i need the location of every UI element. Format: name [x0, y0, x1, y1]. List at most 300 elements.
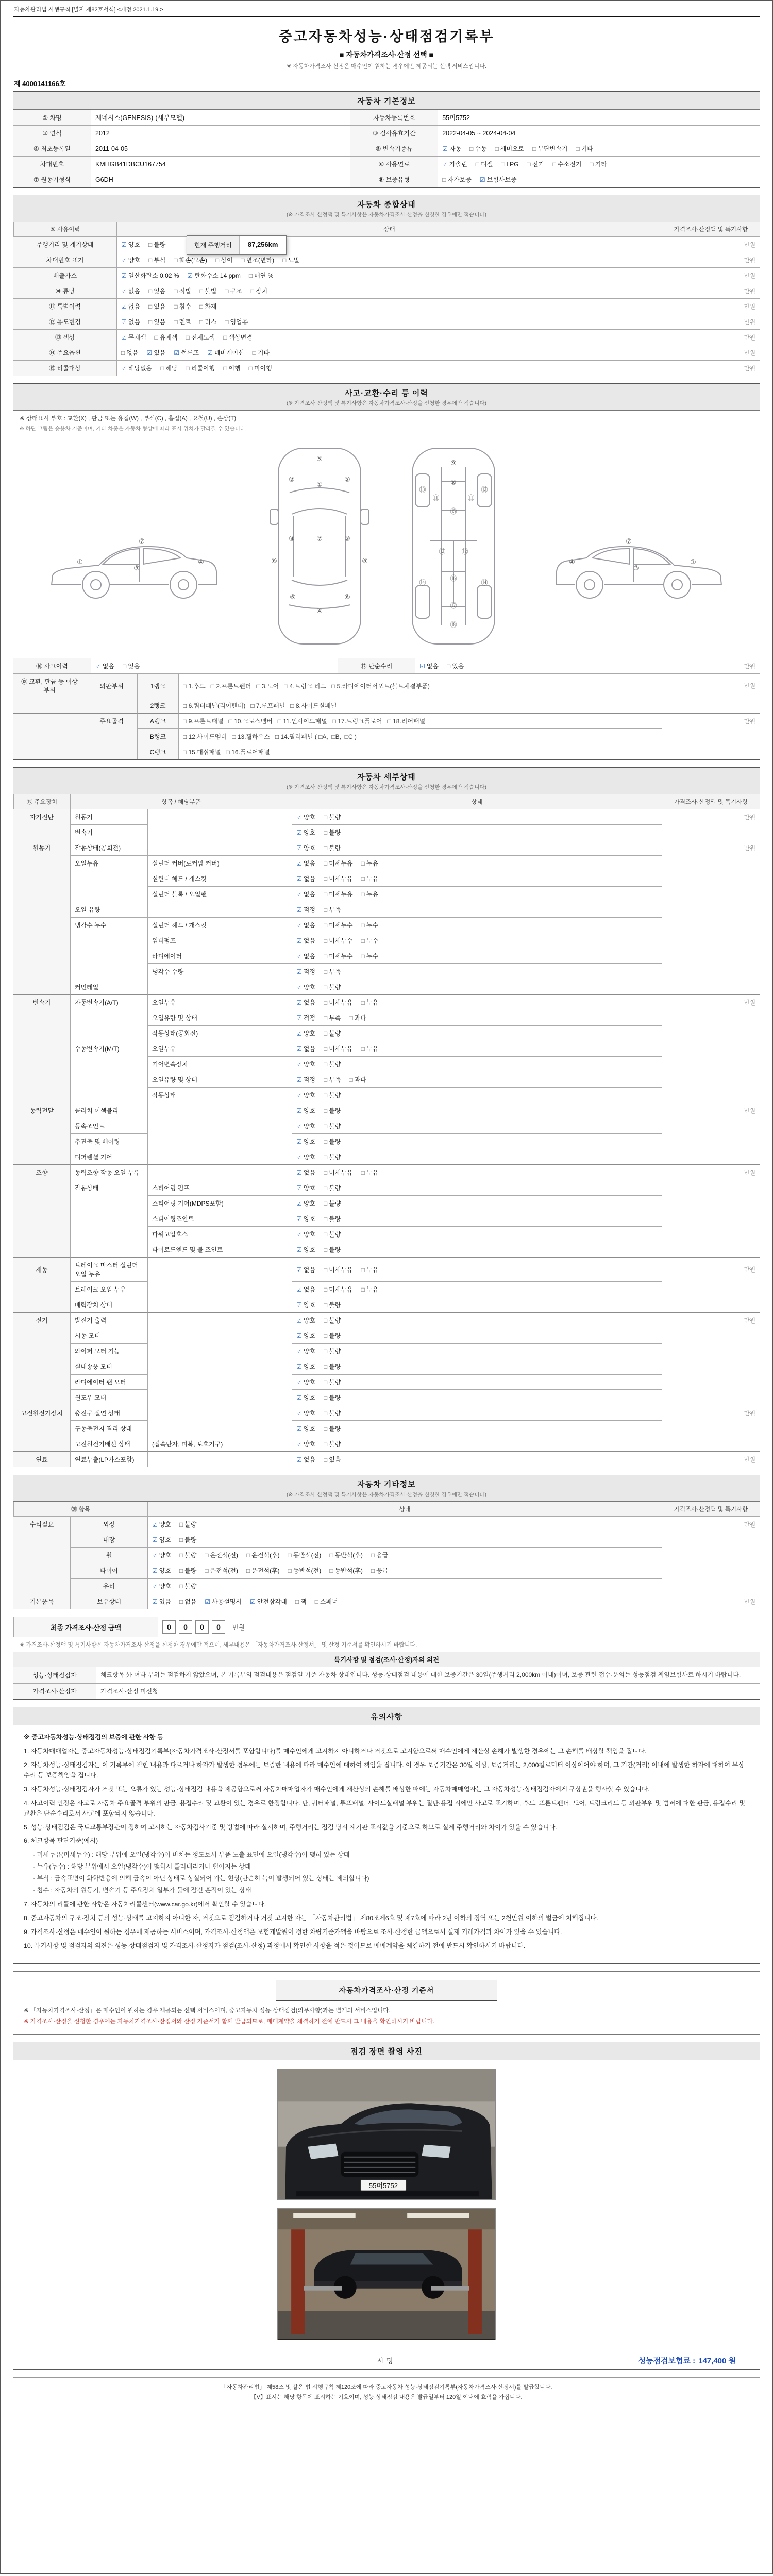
checkbox-option: ☑ 적정	[296, 1076, 315, 1083]
part-cell: 스티어링 펌프	[147, 1180, 292, 1195]
table-row	[13, 1451, 760, 1467]
accident-history-options	[91, 658, 338, 673]
price-cell	[662, 1133, 760, 1149]
unchecked-checkbox-icon: □	[323, 1317, 328, 1324]
section-basic-info	[13, 91, 760, 188]
unchecked-checkbox-icon: □	[288, 1567, 292, 1574]
item-cell: 동력조향 작동 오일 누유	[70, 1164, 147, 1180]
detail-table-header	[13, 794, 760, 809]
unchecked-checkbox-icon: □	[323, 1138, 328, 1145]
unchecked-checkbox-icon: □	[154, 334, 158, 341]
opinion-text: 가격조사·산정 미신청	[96, 1683, 760, 1700]
part-cell	[147, 1297, 292, 1312]
unchecked-checkbox-icon: □	[323, 1123, 328, 1130]
status-options	[292, 1133, 662, 1149]
table-row	[13, 156, 760, 172]
price-cell	[662, 979, 760, 994]
checkbox-option: □ 과다	[349, 1076, 366, 1083]
status-options	[292, 933, 662, 948]
table-row	[13, 948, 760, 963]
price-cell: 만원	[662, 1594, 760, 1609]
accident-history-label: ⑯ 사고이력	[13, 658, 91, 673]
notice-item: 5. 성능·상태점검은 국토교통부장관이 정하여 고시하는 자동차검사기준 및 방법에 따라 실시하며, 주행거리는 점검 당시 계기판 표시값을 기준으로 하므로 실제 주행거리와 차이가 있을 수 있습니다.	[24, 1823, 557, 1831]
etc-info-table	[13, 1517, 760, 1609]
device-cell	[13, 1087, 70, 1103]
checkbox-option: □ 불량	[323, 814, 341, 821]
item-cell: 오일 유량	[70, 902, 147, 917]
car-diagram-svg	[19, 435, 754, 654]
part-cell: 타이로드엔드 및 볼 조인트	[147, 1242, 292, 1257]
device-cell	[13, 1072, 70, 1087]
device-cell	[13, 1389, 70, 1405]
checkbox-option: □ 불량	[323, 1332, 341, 1340]
checkbox-option: ☑ 없음	[296, 891, 315, 898]
form-reference-note	[13, 4, 760, 17]
device-cell	[13, 1195, 70, 1211]
opinions-table	[13, 1667, 760, 1699]
checked-checkbox-icon: ☑	[296, 875, 302, 883]
unchecked-checkbox-icon: □	[361, 891, 365, 898]
part-cell	[147, 1451, 292, 1467]
opinion-role-label: 성능·상태점검자	[13, 1667, 96, 1683]
table-row	[13, 1343, 760, 1359]
checkbox-option: □ 기타	[576, 145, 593, 152]
section-notice	[13, 1707, 760, 1963]
checkbox-option: □ 적법	[174, 287, 191, 295]
document-number: 제 4000141166호	[14, 80, 66, 88]
device-cell	[13, 1041, 70, 1056]
unchecked-checkbox-icon: □	[122, 663, 127, 670]
checkbox-option: □ 불량	[323, 1200, 341, 1207]
diagram-number: ⑬	[419, 486, 426, 494]
diagram-number: ⑮	[450, 507, 457, 515]
checkbox-option: ☑ 양호	[296, 1410, 315, 1417]
etc-group-label	[13, 1563, 70, 1578]
table-row	[13, 172, 760, 187]
diagram-number: ⑨	[450, 459, 457, 467]
checked-checkbox-icon: ☑	[296, 984, 302, 991]
etc-table-header	[13, 1502, 760, 1517]
unchecked-checkbox-icon: □	[246, 1552, 250, 1559]
checked-checkbox-icon: ☑	[296, 1286, 302, 1293]
part-cell	[147, 824, 292, 840]
checkbox-option: ☑ 양호	[296, 1138, 315, 1145]
checkbox-option: □ 도말	[282, 257, 300, 264]
item-cell: 구동축전지 격리 상태	[70, 1420, 147, 1436]
table-row	[13, 1420, 760, 1436]
table-row	[13, 1056, 760, 1072]
checkbox-option: ☑ 안전삼각대	[250, 1598, 287, 1605]
part-cell	[147, 1312, 292, 1328]
checkbox-option: □ 불법	[199, 287, 217, 295]
notice-item: · 부식 : 금속표면이 화학반응에 의해 금속이 아닌 상태로 상실되어 가는 현상(단순히 녹이 발생되어 있는 상태는 제외합니다)	[33, 1875, 369, 1883]
checkbox-option: □ 누유	[361, 1286, 379, 1293]
unchecked-checkbox-icon: □	[323, 1266, 328, 1274]
checkbox-option: ☑ 없음	[296, 875, 315, 883]
checkbox-option: □ 누유	[361, 1266, 379, 1274]
part-cell	[147, 1374, 292, 1389]
checkbox-option: □ 미세누유	[323, 1286, 353, 1293]
checkbox-option: □ 전체도색	[186, 334, 215, 341]
item-cell	[70, 1087, 147, 1103]
checked-checkbox-icon: ☑	[121, 241, 127, 248]
checkbox-option: □ 불량	[323, 1246, 341, 1253]
status-options	[292, 1420, 662, 1436]
unchecked-checkbox-icon: □	[475, 161, 480, 168]
checkbox-option: ☑ 적정	[296, 906, 315, 913]
part-cell: 실린더 블록 / 오일팬	[147, 886, 292, 902]
unchecked-checkbox-icon: □	[223, 334, 227, 341]
item-cell: 디퍼렌셜 기어	[70, 1149, 147, 1164]
checkbox-option: ☑ 양호	[296, 1231, 315, 1238]
part-cell: 워터펌프	[147, 933, 292, 948]
status-options	[292, 1436, 662, 1451]
part-cell	[147, 1149, 292, 1164]
notice-body	[13, 1725, 760, 1963]
diagram-number: ①	[77, 558, 83, 566]
unchecked-checkbox-icon: □	[323, 1154, 328, 1161]
notice-item: 6. 체크항목 판단기준(예시)	[24, 1837, 98, 1845]
unchecked-checkbox-icon: □	[371, 1552, 375, 1559]
diagram-number: ①	[690, 558, 696, 566]
diagram-number: ⑩	[450, 479, 457, 486]
checkbox-option: ☑ 일산화탄소 0.02 %	[121, 272, 179, 279]
checkbox-option: □ 불량	[323, 1215, 341, 1223]
checked-checkbox-icon: ☑	[152, 1567, 158, 1574]
price-cell	[662, 1389, 760, 1405]
item-cell	[70, 1056, 147, 1072]
section-title-overall: 자동차 종합상태 (※ 가격조사·산정액 및 특기사항은 자동차가격조사·산정을 신청한 경우에만 적습니다)	[13, 195, 760, 222]
unchecked-checkbox-icon: □	[241, 257, 245, 264]
diagram-number: ⑦	[626, 537, 632, 545]
checked-checkbox-icon: ☑	[296, 860, 302, 867]
basic-info-table	[13, 110, 760, 187]
unchecked-checkbox-icon: □	[323, 814, 328, 821]
etc-group-label	[13, 1547, 70, 1563]
price-cell	[662, 1180, 760, 1195]
unchecked-checkbox-icon: □	[323, 1440, 328, 1448]
section-title-basic: 자동차 기본정보	[13, 92, 760, 110]
item-cell: 라디에이터 팬 모터	[70, 1374, 147, 1389]
unchecked-checkbox-icon: □	[179, 1583, 183, 1590]
section-title-detail: 자동차 세부상태 (※ 가격조사·산정액 및 특기사항은 자동차가격조사·산정을 신청한 경우에만 적습니다)	[13, 768, 760, 794]
checked-checkbox-icon: ☑	[296, 1348, 302, 1355]
checkbox-option: ☑ 네비게이션	[207, 349, 244, 357]
overall-condition-table	[13, 237, 760, 376]
checkbox-option: □ 누유	[361, 891, 379, 898]
unchecked-checkbox-icon: □	[148, 257, 153, 264]
column-header: ⑳ 항목	[13, 1502, 147, 1516]
simple-repair-label: ⑰ 단순수리	[338, 658, 415, 673]
item-label: 타이어	[70, 1563, 147, 1578]
unchecked-checkbox-icon: □	[199, 318, 204, 326]
checked-checkbox-icon: ☑	[152, 1521, 158, 1528]
page-title: 중고자동차성능·상태점검기록부	[278, 29, 495, 44]
status-options	[292, 1405, 662, 1420]
checkbox-option: □ 누유	[361, 860, 379, 867]
unchecked-checkbox-icon: □	[295, 1598, 299, 1605]
checkbox-option: □ 침수	[174, 303, 191, 310]
checkbox-option: □ 수동	[469, 145, 487, 152]
unchecked-checkbox-icon: □	[252, 349, 256, 357]
unchecked-checkbox-icon: □	[361, 1045, 365, 1053]
final-amount-cell	[158, 1617, 760, 1637]
table-row	[13, 1297, 760, 1312]
notice-item: · 누유(누수) : 해당 부위에서 오일(냉각수)이 맺혀서 흘러내리거나 떨어지는 상태	[33, 1863, 251, 1871]
checkbox-option: ☑ 없음	[95, 663, 114, 670]
checked-checkbox-icon: ☑	[121, 365, 127, 372]
part-cell	[147, 1281, 292, 1297]
checked-checkbox-icon: ☑	[442, 145, 448, 152]
checked-checkbox-icon: ☑	[479, 176, 485, 183]
checked-checkbox-icon: ☑	[296, 1425, 302, 1432]
unchecked-checkbox-icon: □	[323, 1246, 328, 1253]
parts-rank: A랭크	[137, 713, 178, 728]
table-row	[13, 1211, 760, 1226]
diagram-number: ②	[289, 476, 295, 483]
unchecked-checkbox-icon: □	[361, 860, 365, 867]
checkbox-option: □ 불량	[323, 1184, 341, 1192]
parts-list: □ 12.사이드멤버 □ 13.휠하우스 □ 14.필러패널 ( □A, □B, □C )	[178, 728, 662, 744]
unchecked-checkbox-icon: □	[323, 1379, 328, 1386]
unchecked-checkbox-icon: □	[323, 1107, 328, 1114]
checkbox-option: □ 훼손(오손)	[174, 257, 208, 264]
section-accident-history	[13, 383, 760, 760]
device-cell	[13, 855, 70, 871]
item-cell: 와이퍼 모터 기능	[70, 1343, 147, 1359]
checkbox-option: □ 수소전기	[552, 161, 582, 168]
table-row	[13, 1010, 760, 1025]
opinions-title: 특기사항 및 점검(조사·산정)자의 의견	[13, 1652, 760, 1667]
checkbox-option: □ 있음	[122, 663, 140, 670]
checkbox-option: □ 운전석(후)	[246, 1567, 280, 1574]
checkbox-option: □ 부족	[323, 968, 341, 975]
device-cell	[13, 1180, 70, 1195]
photo-front-svg	[278, 2069, 495, 2199]
section-overall-condition	[13, 195, 760, 376]
amount-digit: 0	[179, 1620, 192, 1634]
part-cell: 스티어링 기어(MDPS포함)	[147, 1195, 292, 1211]
checked-checkbox-icon: ☑	[296, 1107, 302, 1114]
table-row	[13, 1517, 760, 1532]
checkbox-option: □ 불량	[323, 1061, 341, 1068]
price-cell	[662, 963, 760, 979]
checked-checkbox-icon: ☑	[296, 1138, 302, 1145]
checkbox-option: ☑ 양호	[296, 1200, 315, 1207]
device-cell	[13, 1343, 70, 1359]
status-code-legend: ※ 상태표시 부호 : 교환(X) , 판금 또는 용접(W) , 부식(C) , 흠집(A) , 요철(U) , 손상(T)	[20, 416, 237, 422]
unchecked-checkbox-icon: □	[323, 1231, 328, 1238]
item-label: ⑮ 리콜대상	[13, 360, 116, 376]
unchecked-checkbox-icon: □	[215, 257, 220, 264]
checkbox-option: ☑ 양호	[121, 241, 140, 248]
device-cell	[13, 1025, 70, 1041]
checkbox-option: □ 기타	[252, 349, 270, 357]
item-cell: 커먼레일	[70, 979, 147, 994]
part-cell	[147, 1133, 292, 1149]
item-cell	[70, 963, 147, 979]
diagram-marks	[77, 455, 696, 629]
checked-checkbox-icon: ☑	[146, 349, 153, 357]
unchecked-checkbox-icon: □	[148, 287, 153, 295]
column-header: ⑨ 사용이력	[13, 222, 116, 236]
diagram-number: ⑦	[139, 537, 145, 545]
checkbox-option: □ 화재	[199, 303, 217, 310]
status-options	[292, 902, 662, 917]
status-options	[116, 360, 662, 376]
price-cell	[662, 698, 760, 713]
checkbox-option: □ 누수	[361, 922, 379, 929]
table-row	[13, 1312, 760, 1328]
device-cell: 동력전달	[13, 1103, 70, 1118]
unchecked-checkbox-icon: □	[329, 1552, 333, 1559]
table-row	[13, 110, 760, 125]
checkbox-option: □ 불량	[148, 241, 166, 248]
checkbox-option: □ 미세누수	[323, 922, 353, 929]
car-top-view	[270, 448, 369, 644]
device-cell: 고전원전기장치	[13, 1405, 70, 1420]
diagram-number: ④	[316, 607, 323, 615]
unchecked-checkbox-icon: □	[323, 829, 328, 836]
checkbox-option: □ 유채색	[154, 334, 178, 341]
table-row	[13, 1041, 760, 1056]
unchecked-checkbox-icon: □	[329, 1567, 333, 1574]
checkbox-option: ☑ 양호	[296, 1301, 315, 1309]
checkbox-option: □ 누유	[361, 1169, 379, 1176]
item-label: 보유상태	[70, 1594, 147, 1609]
unchecked-checkbox-icon: □	[442, 176, 446, 183]
item-cell: 연료누출(LP가스포함)	[70, 1451, 147, 1467]
table-row	[13, 141, 760, 156]
item-label: 휠	[70, 1547, 147, 1563]
unchecked-checkbox-icon: □	[205, 1567, 209, 1574]
checkbox-option: □ 렌트	[174, 318, 191, 326]
photo-lift-svg	[278, 2209, 495, 2339]
checked-checkbox-icon: ☑	[296, 1394, 302, 1401]
checkbox-option: ☑ 무채색	[121, 334, 146, 341]
mileage-tooltip-value: 87,256km	[247, 241, 278, 248]
checkbox-option: ☑ 자동	[442, 145, 462, 152]
checkbox-option: □ 누수	[361, 953, 379, 960]
item-cell	[70, 1010, 147, 1025]
checkbox-option: ☑ 없음	[296, 1286, 315, 1293]
final-price-label: 최종 가격조사·산정 금액	[13, 1617, 158, 1637]
table-row	[13, 1359, 760, 1374]
field-value	[438, 172, 760, 187]
unchecked-checkbox-icon: □	[225, 318, 229, 326]
section-inspection-photos	[13, 2042, 760, 2369]
item-cell	[70, 1242, 147, 1257]
checkbox-option: □ 응급	[371, 1567, 389, 1574]
part-cell	[147, 1420, 292, 1436]
checkbox-option: ☑ 양호	[152, 1567, 171, 1574]
section-detail-condition	[13, 767, 760, 1467]
price-digits	[162, 1620, 228, 1634]
item-cell: 오일누유	[70, 855, 147, 871]
table-row	[13, 1025, 760, 1041]
unchecked-checkbox-icon: □	[223, 365, 227, 372]
item-cell: 배력장치 상태	[70, 1297, 147, 1312]
unchecked-checkbox-icon: □	[323, 1092, 328, 1099]
checkbox-option: □ 불량	[323, 1030, 341, 1037]
notice-item: · 미세누유(미세누수) : 해당 부위에 오일(냉각수)이 비치는 정도로서 부품 노출 표면에 오일(냉각수)이 맺혀 있는 상태	[33, 1851, 350, 1859]
amount-digit: 0	[195, 1620, 209, 1634]
checkbox-option: ☑ 없음	[121, 318, 140, 326]
price-cell	[662, 1532, 760, 1547]
status-options	[292, 809, 662, 824]
checkbox-option: □ 미세누유	[323, 860, 353, 867]
checked-checkbox-icon: ☑	[152, 1598, 158, 1605]
checkbox-option: □ 불량	[323, 1379, 341, 1386]
checked-checkbox-icon: ☑	[296, 1123, 302, 1130]
item-label: ⑬ 색상	[13, 329, 116, 345]
price-cell: 만원	[662, 252, 760, 267]
item-cell: 충전구 절연 상태	[70, 1405, 147, 1420]
device-cell	[13, 886, 70, 902]
checkbox-option: □ 미세누유	[323, 1169, 353, 1176]
checkbox-option: □ 미세누유	[323, 891, 353, 898]
checkbox-option: ☑ 양호	[296, 1332, 315, 1340]
checkbox-option: □ 불량	[323, 1092, 341, 1099]
unchecked-checkbox-icon: □	[361, 999, 365, 1006]
field-value	[438, 156, 760, 172]
price-guide-button[interactable]: 자동차가격조사·산정 기준서	[276, 1980, 497, 2001]
part-cell: 오일유량 및 상태	[147, 1010, 292, 1025]
unchecked-checkbox-icon: □	[323, 1045, 328, 1053]
part-cell	[147, 902, 292, 917]
price-cell	[662, 728, 760, 744]
checkbox-option: □ 불량	[179, 1583, 197, 1590]
price-cell	[662, 933, 760, 948]
checkbox-option: □ 불량	[323, 1410, 341, 1417]
unchecked-checkbox-icon: □	[248, 365, 253, 372]
table-row	[13, 871, 760, 886]
checked-checkbox-icon: ☑	[121, 318, 127, 326]
price-cell	[662, 1328, 760, 1343]
status-options	[292, 963, 662, 979]
price-cell	[662, 1025, 760, 1041]
status-options	[292, 948, 662, 963]
unchecked-checkbox-icon: □	[246, 1567, 250, 1574]
unchecked-checkbox-icon: □	[199, 303, 204, 310]
mileage-tooltip-label: 현재 주행거리	[187, 236, 240, 254]
section-title-notice: 유의사항	[13, 1707, 760, 1725]
part-cell: 실린더 헤드 / 개스킷	[147, 917, 292, 933]
price-cell	[662, 917, 760, 933]
price-cell: 만원	[662, 360, 760, 376]
checkbox-option: □ 있음	[148, 303, 166, 310]
checkbox-option: □ 부족	[323, 1076, 341, 1083]
device-cell	[13, 1149, 70, 1164]
footer-line: 【V】표시는 해당 항목에 표시하는 기호이며, 성능·상태점검 내용은 발급일부터 120일 이내에 효력을 가집니다.	[250, 2394, 523, 2401]
price-cell	[662, 1041, 760, 1056]
field-value: 2022-04-05 ~ 2024-04-04	[438, 125, 760, 141]
status-options	[292, 1211, 662, 1226]
unchecked-checkbox-icon: □	[174, 303, 178, 310]
checkbox-option: □ 누유	[361, 875, 379, 883]
parts-category	[86, 698, 137, 713]
price-cell	[662, 902, 760, 917]
table-row	[13, 1594, 760, 1609]
checkbox-option: □ 이행	[223, 365, 241, 372]
checkbox-option: □ 불량	[179, 1521, 197, 1528]
checkbox-option: □ 매연 %	[248, 272, 274, 279]
checkbox-option: □ 있음	[446, 663, 464, 670]
unchecked-checkbox-icon: □	[361, 953, 365, 960]
unchecked-checkbox-icon: □	[186, 365, 190, 372]
checkbox-option: □ 미세누유	[323, 1045, 353, 1053]
part-cell	[147, 840, 292, 855]
